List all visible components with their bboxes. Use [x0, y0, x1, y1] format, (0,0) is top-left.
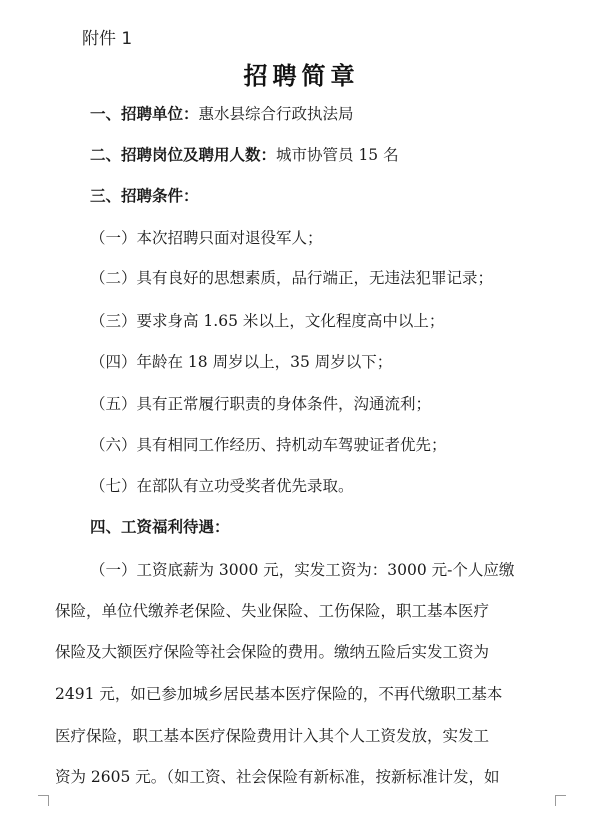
- benefits-line-4: 2491 元，如已参加城乡居民基本医疗保险的，不再代缴职工基本: [55, 685, 503, 703]
- condition-item-5: （五）具有正常履行职责的身体条件，沟通流利；: [90, 395, 432, 413]
- condition-item-4: （四）年龄在 18 周岁以上，35 周岁以下；: [90, 353, 393, 371]
- condition-item-2: （二）具有良好的思想素质，品行端正，无违法犯罪记录；: [90, 269, 494, 287]
- section-conditions: [90, 186, 199, 206]
- condition-item-7: （七）在部队有立功受奖者优先录取。: [90, 477, 354, 495]
- page-title: 招聘简章: [243, 62, 360, 90]
- benefits-line-3: 保险及大额医疗保险等社会保险的费用。缴纳五险后实发工资为: [55, 643, 490, 661]
- condition-item-6: （六）具有相同工作经历、持机动车驾驶证者优先；: [90, 436, 447, 454]
- benefits-line-5: 医疗保险，职工基本医疗保险费用计入其个人工资发放，实发工: [55, 727, 490, 745]
- page-corner-mark-right: [555, 795, 566, 806]
- section-positions-value: 城市协管员 15 名: [276, 146, 399, 164]
- benefits-line-2: 保险，单位代缴养老保险、失业保险、工伤保险，职工基本医疗: [55, 602, 490, 620]
- benefits-line-1: （一）工资底薪为 3000 元，实发工资为：3000 元-个人应缴: [90, 561, 515, 579]
- condition-item-3: （三）要求身高 1.65 米以上，文化程度高中以上；: [90, 312, 445, 330]
- page-corner-mark-left: [38, 795, 49, 806]
- section-benefits-label: 四、工资福利待遇：: [90, 518, 230, 536]
- section-positions-label: 二、招聘岗位及聘用人数：: [90, 146, 277, 164]
- attachment-label: 附件 1: [82, 29, 133, 49]
- benefits-line-6: 资为 2605 元。（如工资、社会保险有新标准，按新标准计发，如: [55, 768, 500, 786]
- section-benefits: [90, 517, 230, 537]
- section-unit-value: 惠水县综合行政执法局: [198, 105, 354, 123]
- section-positions: [90, 145, 399, 165]
- section-conditions-label: 三、招聘条件：: [90, 187, 199, 205]
- section-unit-label: 一、招聘单位：: [90, 105, 199, 123]
- section-unit: [90, 104, 354, 124]
- condition-item-1: （一）本次招聘只面对退役军人；: [90, 229, 323, 247]
